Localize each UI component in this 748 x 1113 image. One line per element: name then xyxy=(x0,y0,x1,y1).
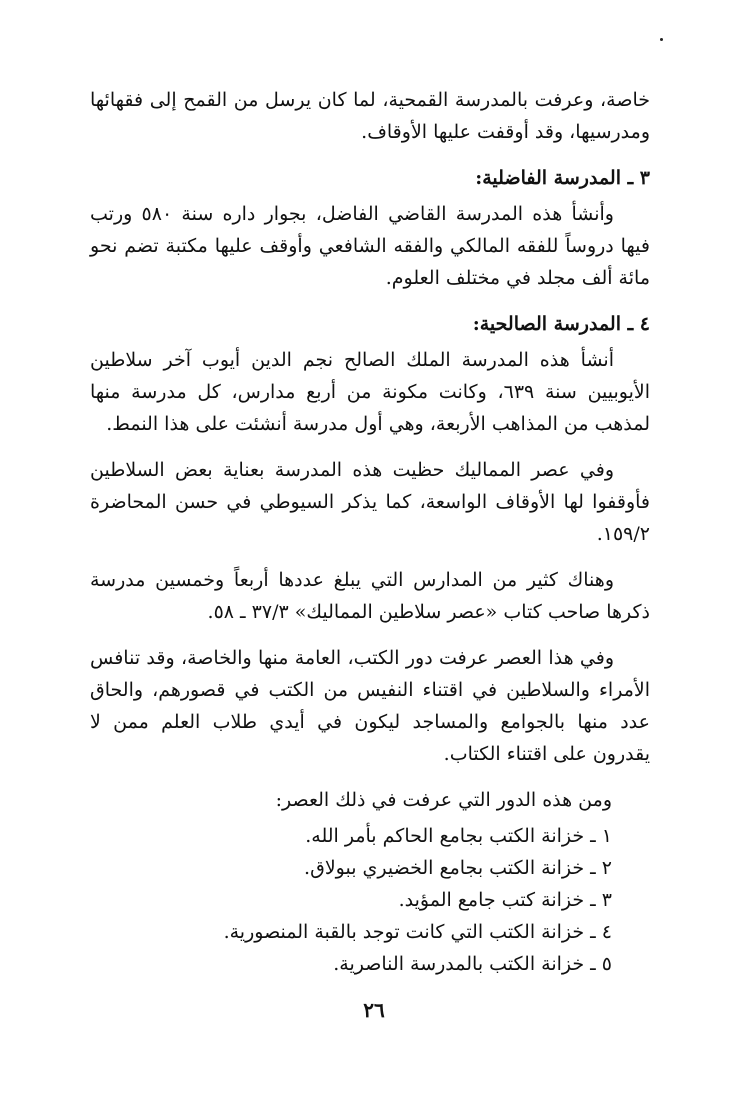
list-item: ٥ ـ خزانة الكتب بالمدرسة الناصرية. xyxy=(333,953,612,975)
paragraph-schools-count: وهناك كثير من المدارس التي يبلغ عددها أربعاً وخمسين مدرسة ذكرها صاحب كتاب «عصر سلاطين المماليك» ٣٧/٣ ـ ٥٨. xyxy=(90,569,650,623)
page-number: ٢٦ xyxy=(363,998,385,1022)
list-item: ٤ ـ خزانة الكتب التي كانت توجد بالقبة المنصورية. xyxy=(223,921,612,943)
paragraph-salihiya: أنشأ هذه المدرسة الملك الصالح نجم الدين أيوب آخر سلاطين الأيوبيين سنة ٦٣٩، وكانت مكونة من أربع مدارس، كل مدرسة منها لمذهب من المذاهب الأربعة، وهي أول مدرسة أنشئت على هذا النمط. xyxy=(90,349,650,435)
paragraph-fadiliya: وأنشأ هذه المدرسة القاضي الفاضل، بجوار داره سنة ٥٨٠ ورتب فيها دروساً للفقه المالكي والفقه الشافعي وأوقف عليها مكتبة تضم نحو مائة ألف مجلد في مختلف العلوم. xyxy=(90,203,650,289)
margin-dot xyxy=(660,38,663,41)
list-intro: ومن هذه الدور التي عرفت في ذلك العصر: xyxy=(275,789,612,811)
paragraph-continued: خاصة، وعرفت بالمدرسة القمحية، لما كان يرسل من القمح إلى فقهائها ومدرسيها، وقد أوقفت عليها الأوقاف. xyxy=(90,89,650,143)
list-item: ١ ـ خزانة الكتب بجامع الحاكم بأمر الله. xyxy=(305,825,612,847)
heading-fadiliya-school: ٣ ـ المدرسة الفاضلية: xyxy=(475,167,650,189)
paragraph-mamluk-era: وفي عصر المماليك حظيت هذه المدرسة بعناية بعض السلاطين فأوقفوا لها الأوقاف الواسعة، كما يذكر السيوطي في حسن المحاضرة ١٥٩/٢. xyxy=(90,459,650,545)
page-body xyxy=(90,84,650,980)
list-item: ٣ ـ خزانة كتب جامع المؤيد. xyxy=(398,889,612,911)
list-item: ٢ ـ خزانة الكتب بجامع الخضيري ببولاق. xyxy=(304,857,612,879)
libraries-list xyxy=(90,820,650,980)
paragraph-libraries: وفي هذا العصر عرفت دور الكتب، العامة منها والخاصة، وقد تنافس الأمراء والسلاطين في اقتناء النفيس من الكتب في قصورهم، والحاق عدد منها بالجوامع والمساجد ليكون في أيدي طلاب العلم ممن لا يقدرون على اقتناء الكتاب. xyxy=(90,647,650,765)
heading-salihiya-school: ٤ ـ المدرسة الصالحية: xyxy=(472,313,650,335)
